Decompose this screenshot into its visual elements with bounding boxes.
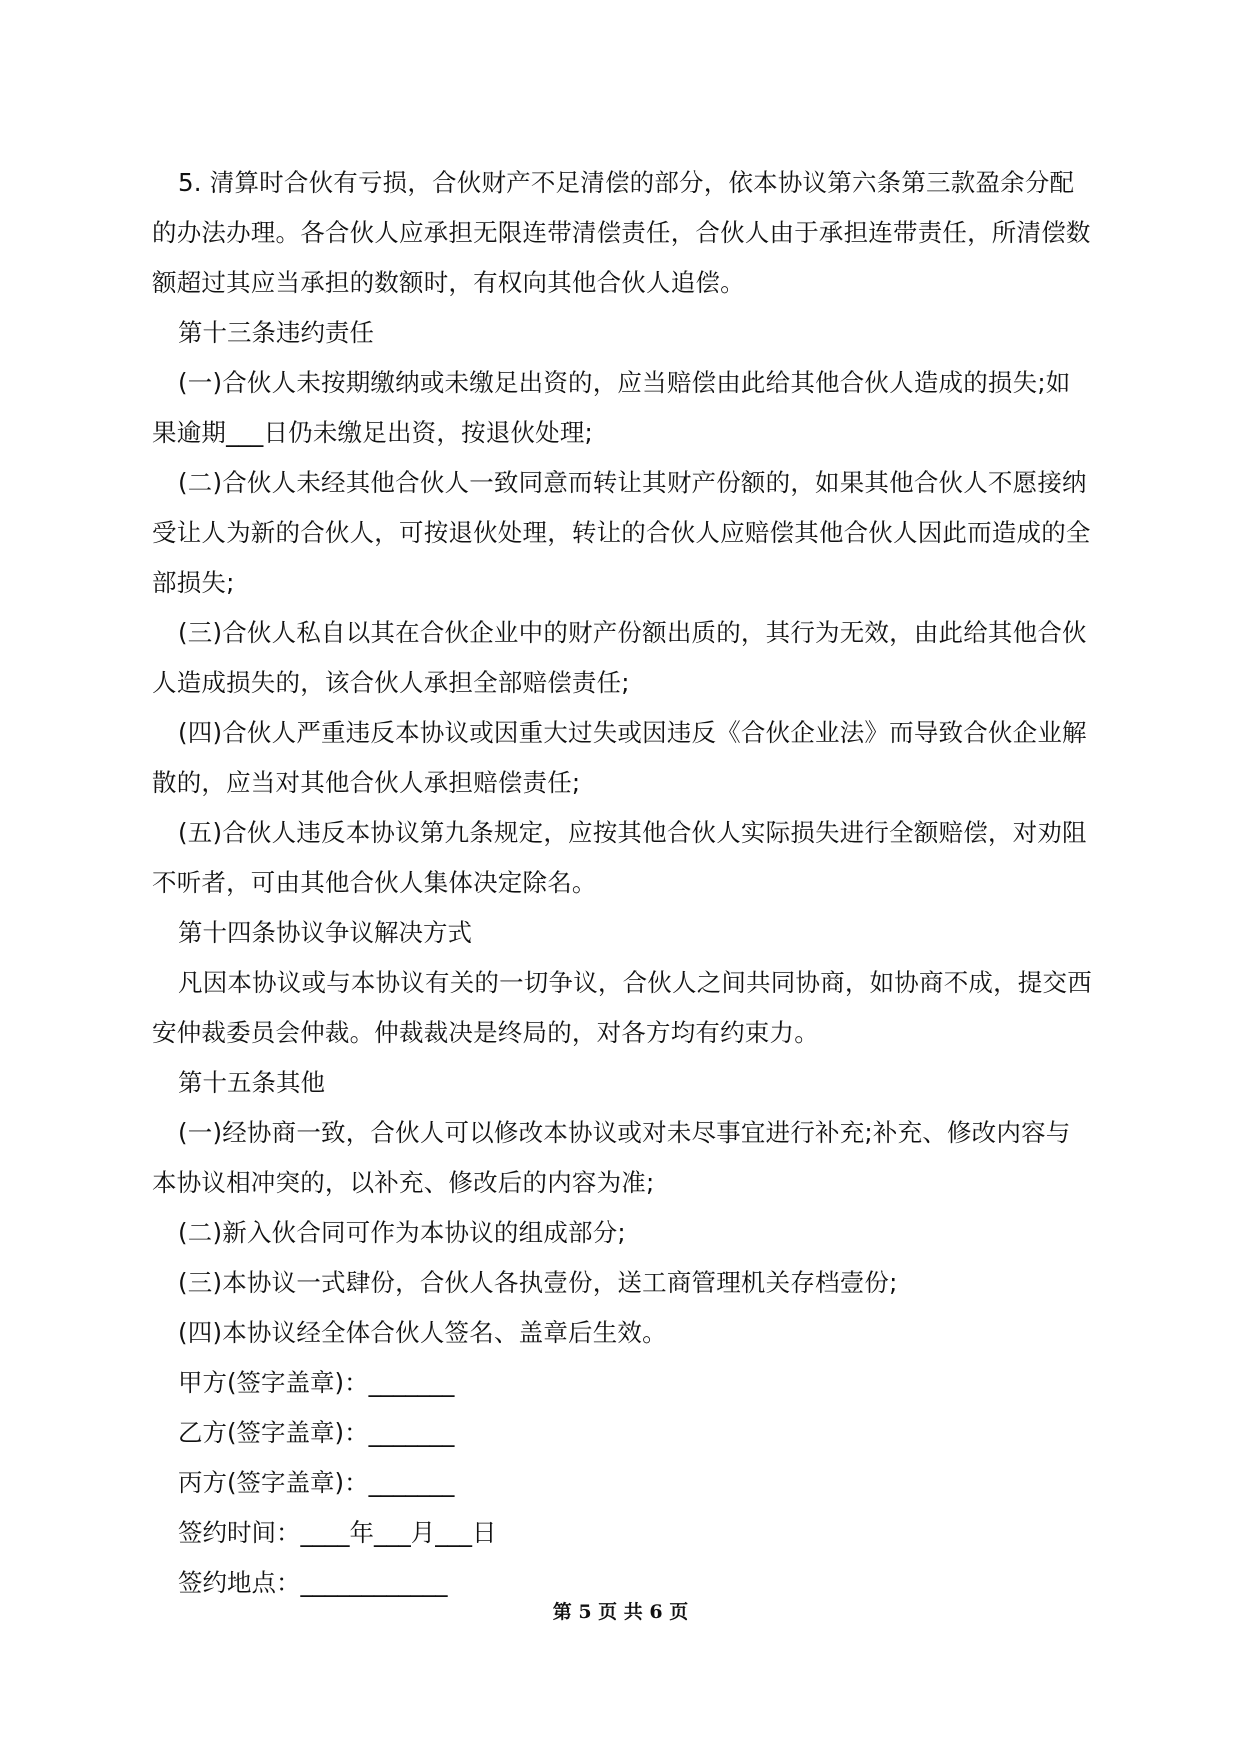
article-13-item-2: (二)合伙人未经其他合伙人一致同意而转让其财产份额的，如果其他合伙人不愿接纳受让人为新的合伙人，可按退伙处理，转让的合伙人应赔偿其他合伙人因此而造成的全部损失;: [152, 468, 1091, 597]
article-13-item-4: (四)合伙人严重违反本协议或因重大过失或因违反《合伙企业法》而导致合伙企业解散的，应当对其他合伙人承担赔偿责任;: [152, 718, 1087, 797]
party-a-signature-line: 甲方(签字盖章)：_______: [178, 1368, 455, 1397]
party-b-signature-line: 乙方(签字盖章)：_______: [178, 1418, 455, 1447]
article-13-item-1: (一)合伙人未按期缴纳或未缴足出资的，应当赔偿由此给其他合伙人造成的损失;如果逾期___日仍未缴足出资，按退伙处理;: [152, 368, 1071, 447]
article-14-body: 凡因本协议或与本协议有关的一切争议，合伙人之间共同协商，如协商不成，提交西安仲裁委员会仲裁。仲裁裁决是终局的，对各方均有约束力。: [152, 968, 1092, 1047]
article-13-item-5: (五)合伙人违反本协议第九条规定，应按其他合伙人实际损失进行全额赔偿，对劝阻不听者，可由其他合伙人集体决定除名。: [152, 818, 1087, 897]
article-15-item-1: (一)经协商一致，合伙人可以修改本协议或对未尽事宜进行补充;补充、修改内容与本协议相冲突的，以补充、修改后的内容为准;: [152, 1118, 1071, 1197]
article-15-item-3: (三)本协议一式肆份，合伙人各执壹份，送工商管理机关存档壹份;: [178, 1268, 898, 1297]
page-number-footer: 第 5 页 共 6 页: [552, 1601, 689, 1623]
clause-5-liquidation-loss: 5. 清算时合伙有亏损，合伙财产不足清偿的部分，依本协议第六条第三款盈余分配的办法办理。各合伙人应承担无限连带清偿责任，合伙人由于承担连带责任，所清偿数额超过其应当承担的数额时，有权向其他合伙人追偿。: [152, 168, 1091, 297]
article-15-item-4: (四)本协议经全体合伙人签名、盖章后生效。: [178, 1318, 667, 1347]
article-14-heading: 第十四条协议争议解决方式: [178, 918, 472, 947]
article-15-heading: 第十五条其他: [178, 1068, 325, 1097]
article-13-heading: 第十三条违约责任: [178, 318, 374, 347]
article-15-item-2: (二)新入伙合同可作为本协议的组成部分;: [178, 1218, 626, 1247]
party-c-signature-line: 丙方(签字盖章)：_______: [178, 1468, 455, 1497]
signing-place-line: 签约地点：____________: [178, 1568, 448, 1597]
article-13-item-3: (三)合伙人私自以其在合伙企业中的财产份额出质的，其行为无效，由此给其他合伙人造成损失的，该合伙人承担全部赔偿责任;: [152, 618, 1087, 697]
signing-date-line: 签约时间：____年___月___日: [178, 1518, 497, 1547]
document-body: [152, 158, 1092, 1608]
